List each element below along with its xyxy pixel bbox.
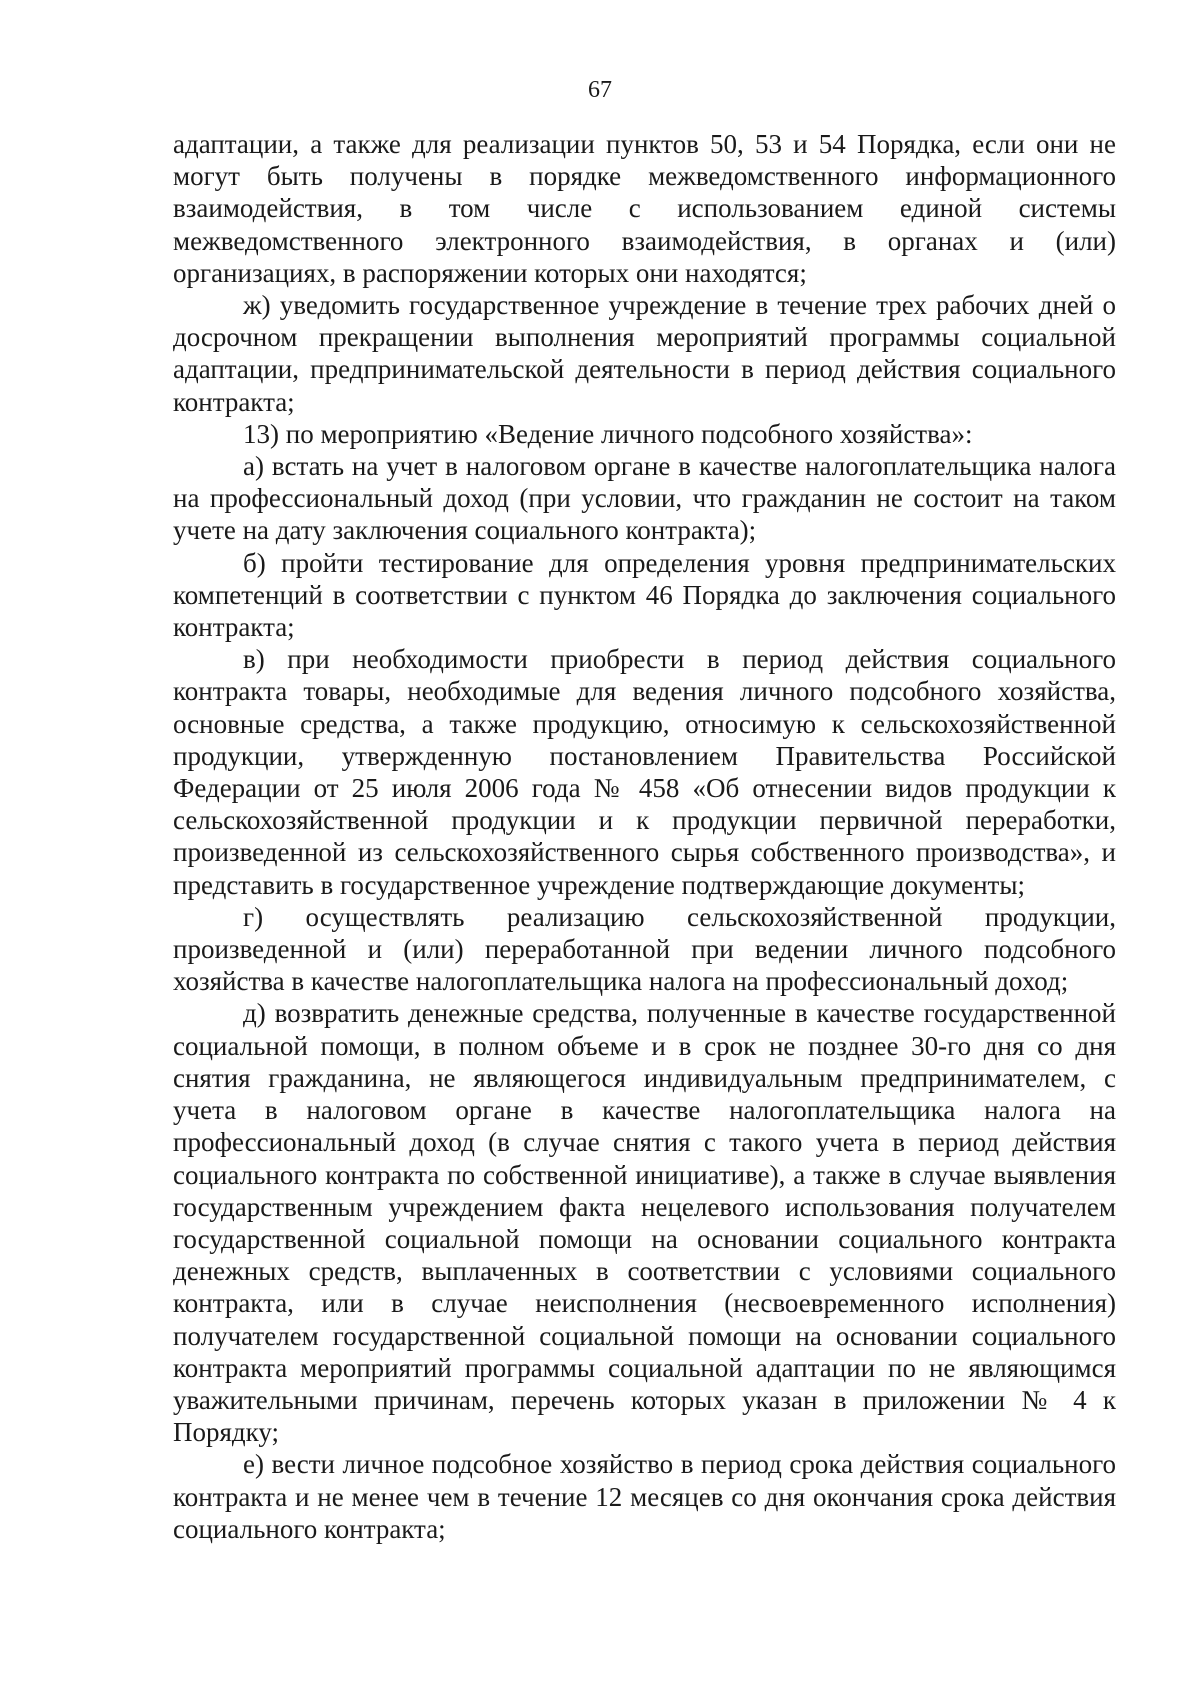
document-body (173, 128, 1116, 1545)
page-number: 67 (588, 77, 612, 103)
paragraph: б) пройти тестирование для определения уровня предпринимательских компетенций в соответствии с пунктом 46 Порядка до заключения социального контракта; (173, 547, 1116, 643)
paragraph: д) возвратить денежные средства, полученные в качестве государственной социальной помощи, в полном объеме и в срок не позднее 30-го дня со дня снятия гражданина, не являющегося индивидуальным предпринимателем, с учета в налоговом органе в качестве налогоплательщика налога на профессиональный доход (в случае снятия с такого учета в период действия социального контракта по собственной инициативе), а также в случае выявления государственным учреждением факта нецелевого использования получателем государственной социальной помощи на основании социального контракта денежных средств, выплаченных в соответствии с условиями социального контракта, или в случае неисполнения (несвоевременного исполнения) получателем государственной социальной помощи на основании социального контракта мероприятий программы социальной адаптации по не являющимся уважительными причинам, перечень которых указан в приложении № 4 к Порядку; (173, 998, 1116, 1448)
paragraph: 13) по мероприятию «Ведение личного подсобного хозяйства»: (243, 418, 973, 449)
paragraph: г) осуществлять реализацию сельскохозяйственной продукции, произведенной и (или) переработанной при ведении личного подсобного хозяйства в качестве налогоплательщика налога на профессиональный доход; (173, 901, 1116, 997)
paragraph: в) при необходимости приобрести в период действия социального контракта товары, необходимые для ведения личного подсобного хозяйства, основные средства, а также продукцию, относимую к сельскохозяйственной продукции, утвержденную постановлением Правительства Российской Федерации от 25 июля 2006 года № 458 «Об отнесении видов продукции к сельскохозяйственной продукции и к продукции первичной переработки, произведенной из сельскохозяйственного сырья собственного производства», и представить в государственное учреждение подтверждающие документы; (173, 644, 1116, 900)
paragraph: адаптации, а также для реализации пунктов 50, 53 и 54 Порядка, если они не могут быть получены в порядке межведомственного информационного взаимодействия, в том числе с использованием единой системы межведомственного электронного взаимодействия, в органах и (или) организациях, в распоряжении которых они находятся; (173, 129, 1116, 288)
paragraph: е) вести личное подсобное хозяйство в период срока действия социального контракта и не менее чем в течение 12 месяцев со дня окончания срока действия социального контракта; (173, 1449, 1116, 1544)
paragraph: а) встать на учет в налоговом органе в качестве налогоплательщика налога на профессиональный доход (при условии, что гражданин не состоит на таком учете на дату заключения социального контракта); (173, 451, 1116, 546)
paragraph: ж) уведомить государственное учреждение в течение трех рабочих дней о досрочном прекращении выполнения мероприятий программы социальной адаптации, предпринимательской деятельности в период действия социального контракта; (173, 290, 1116, 417)
